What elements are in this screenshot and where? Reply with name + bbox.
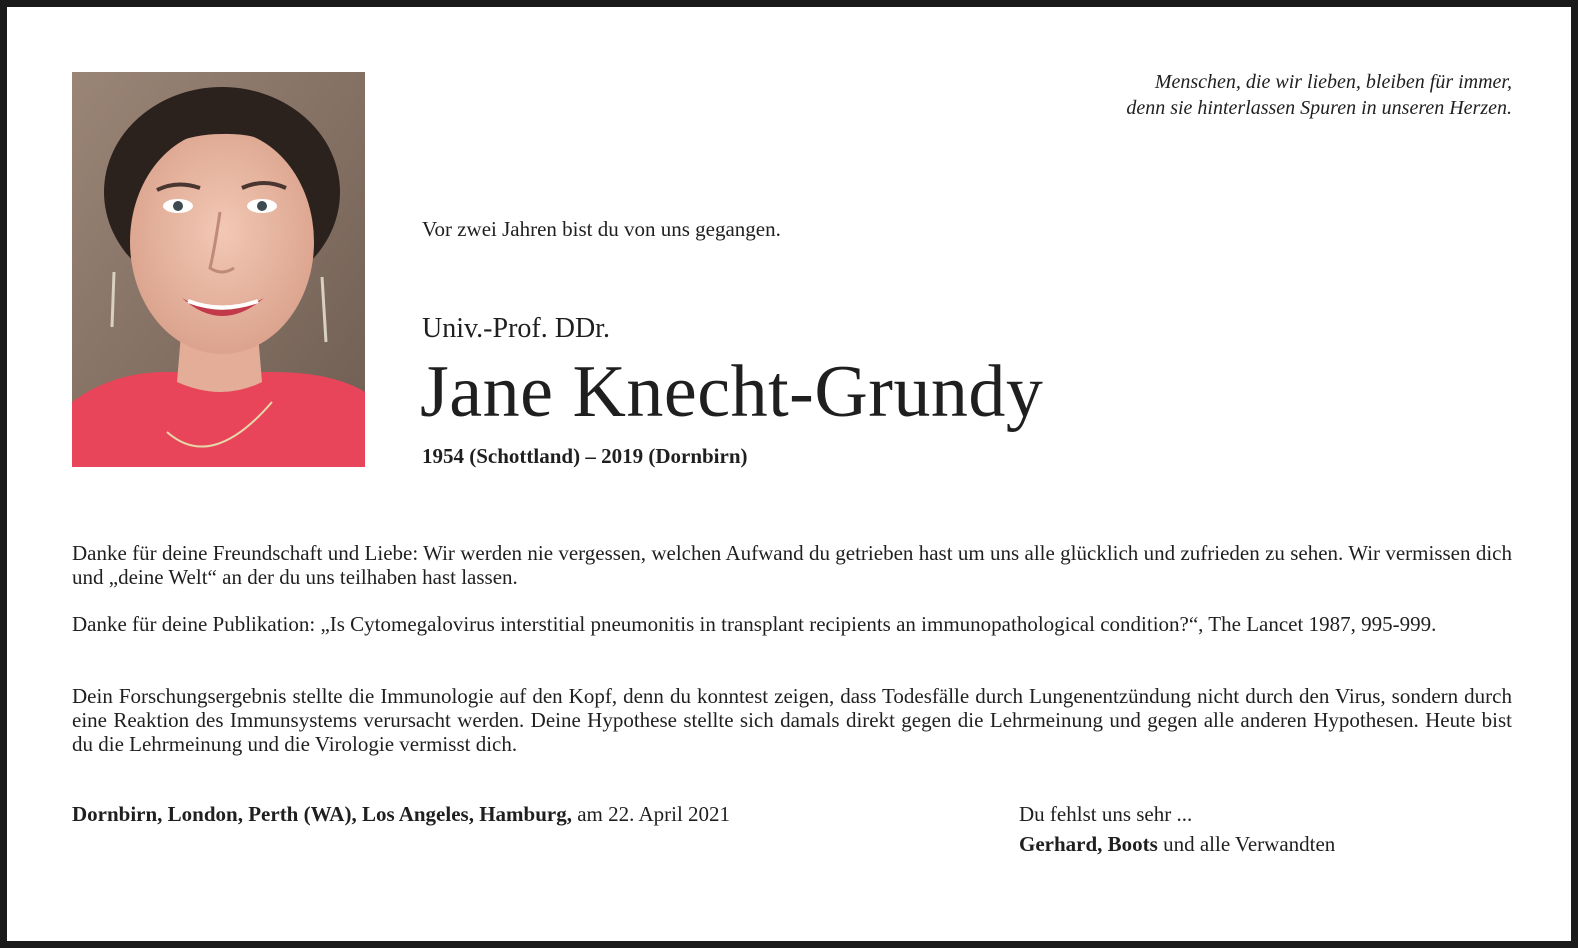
deceased-name: Jane Knecht-Grundy	[420, 351, 1044, 433]
intro-text: Vor zwei Jahren bist du von uns gegangen.	[422, 217, 781, 241]
signers-names: Gerhard, Boots	[1019, 832, 1158, 856]
places-list: Dornbirn, London, Perth (WA), Los Angeles, Hamburg,	[72, 802, 572, 826]
quote-line-1: Menschen, die wir lieben, bleiben für immer,	[1154, 71, 1512, 93]
paragraph-friendship: Danke für deine Freundschaft und Liebe: Wir werden nie vergessen, welchen Aufwand du getrieben hast um uns alle glücklich und zufrieden zu sehen. Wir vermissen dich und „deine Welt“ an der du uns teilhaben hast lassen.	[72, 541, 1512, 589]
signers-relatives: und alle Verwandten	[1157, 832, 1336, 856]
signers	[1019, 832, 1335, 857]
places-and-date	[72, 802, 730, 827]
quote-line-2: denn sie hinterlassen Spuren in unseren Herzen.	[1126, 97, 1512, 119]
miss-you-line: Du fehlst uns sehr ...	[1019, 802, 1193, 826]
portrait-photo	[72, 72, 365, 467]
notice-date: am 22. April 2021	[571, 802, 731, 826]
paragraph-publication: Danke für deine Publikation: „Is Cytomegalovirus interstitial pneumonitis in transplant recipients an immunopathological condition?“, The Lancet 1987, 995-999.	[72, 612, 1437, 636]
paragraph-research: Dein Forschungsergebnis stellte die Immunologie auf den Kopf, denn du konntest zeigen, dass Todesfälle durch Lungenentzündung nicht durch den Virus, sondern durch eine Reaktion des Immunsystems verursacht werden. Deine Hypothese stellte sich damals direkt gegen die Lehrmeinung und gegen alle anderen Hypothesen. Heute bist du die Lehrmeinung und die Virologie vermisst dich.	[72, 684, 1512, 756]
academic-title: Univ.-Prof. DDr.	[422, 313, 610, 344]
memorial-quote	[1027, 69, 1512, 121]
portrait-illustration	[72, 72, 365, 467]
life-dates: 1954 (Schottland) – 2019 (Dornbirn)	[422, 444, 748, 468]
